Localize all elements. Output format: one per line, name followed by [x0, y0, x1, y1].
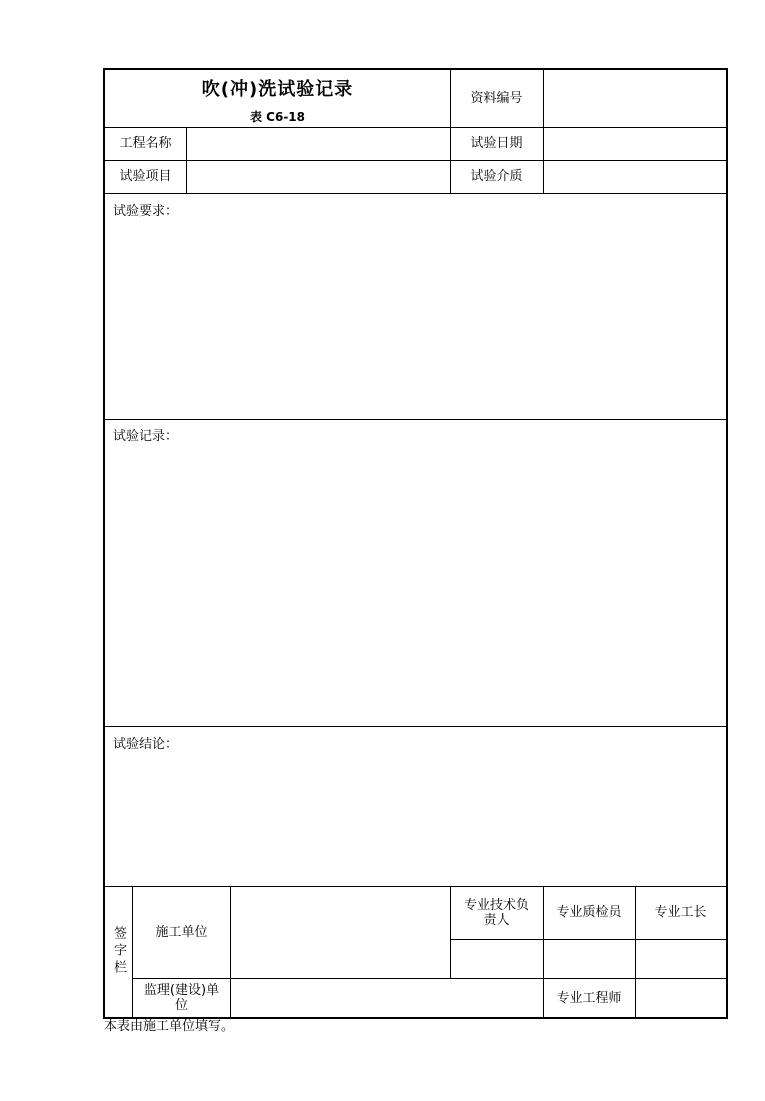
- construction-unit-field[interactable]: [231, 886, 450, 978]
- quality-inspector-signature[interactable]: [544, 940, 635, 978]
- footnote: 本表由施工单位填写。: [104, 1019, 235, 1034]
- quality-inspector-label: 专业质检员: [556, 905, 622, 920]
- form-code: 表 C6-18: [249, 109, 305, 124]
- foreman-signature[interactable]: [636, 940, 726, 978]
- conclusion-label: 试验结论：: [113, 737, 179, 752]
- engineer-label: 专业工程师: [556, 990, 622, 1006]
- project-name-label: 工程名称: [119, 136, 172, 151]
- tech-lead-label: 专业技术负责人: [463, 897, 529, 928]
- test-date-field[interactable]: [544, 127, 726, 160]
- test-record-form: [103, 68, 728, 1019]
- form-title: 吹(冲)洗试验记录: [201, 78, 354, 100]
- test-item-label: 试验项目: [119, 169, 172, 184]
- signature-column-label: 签字栏: [111, 926, 126, 977]
- construction-unit-label: 施工单位: [155, 924, 208, 940]
- record-area[interactable]: [105, 448, 726, 725]
- divider-item-row: [105, 193, 726, 194]
- engineer-signature[interactable]: [636, 979, 726, 1017]
- requirements-area[interactable]: [105, 222, 726, 418]
- conclusion-area[interactable]: [105, 756, 726, 885]
- tech-lead-signature[interactable]: [451, 940, 543, 978]
- test-item-field[interactable]: [187, 160, 450, 193]
- doc-number-field[interactable]: [544, 70, 726, 127]
- supervision-unit-field[interactable]: [231, 979, 543, 1017]
- test-medium-field[interactable]: [544, 160, 726, 193]
- requirements-label: 试验要求：: [113, 204, 179, 219]
- doc-number-label: 资料编号: [470, 91, 523, 106]
- foreman-label: 专业工长: [654, 905, 707, 920]
- test-date-label: 试验日期: [470, 136, 523, 151]
- divider-requirements: [105, 419, 726, 420]
- project-name-field[interactable]: [187, 127, 450, 160]
- test-medium-label: 试验介质: [470, 169, 523, 184]
- record-label: 试验记录：: [113, 429, 179, 444]
- supervision-unit-label: 监理(建设)单位: [143, 983, 220, 1013]
- divider-record: [105, 726, 726, 727]
